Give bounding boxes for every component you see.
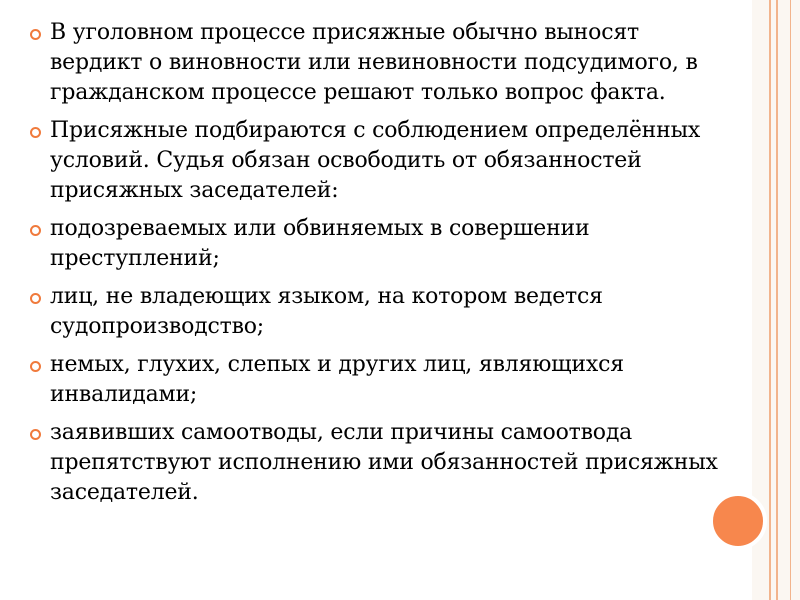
hollow-circle-icon bbox=[30, 127, 41, 138]
list-item bbox=[28, 116, 718, 206]
hollow-circle-icon bbox=[30, 429, 41, 440]
hollow-circle-icon bbox=[30, 29, 41, 40]
list-item bbox=[28, 418, 718, 508]
right-border-line bbox=[769, 0, 771, 600]
list-item bbox=[28, 214, 718, 274]
hollow-circle-icon bbox=[30, 225, 41, 236]
list-item bbox=[28, 18, 718, 108]
bullet-text: немых, глухих, слепых и других лиц, являющихся инвалидами; bbox=[50, 352, 624, 407]
list-item bbox=[28, 282, 718, 342]
bullet-text: Присяжные подбираются с соблюдением определённых условий. Судья обязан освободить от обязанностей присяжных заседателей: bbox=[50, 118, 701, 203]
bullet-list bbox=[28, 18, 718, 508]
bullet-text: заявивших самоотводы, если причины самоотвода препятствуют исполнению ими обязанностей присяжных заседателей. bbox=[50, 420, 718, 505]
bullet-text: лиц, не владеющих языком, на котором ведется судопроизводство; bbox=[50, 284, 603, 339]
right-border-line bbox=[790, 0, 791, 600]
slide-content bbox=[28, 18, 718, 516]
hollow-circle-icon bbox=[30, 361, 41, 372]
right-border-line bbox=[776, 0, 778, 600]
bullet-text: подозреваемых или обвиняемых в совершении преступлений; bbox=[50, 216, 590, 271]
list-item bbox=[28, 350, 718, 410]
bullet-text: В уголовном процессе присяжные обычно выносят вердикт о виновности или невиновности подсудимого, в гражданском процессе решают только вопрос факта. bbox=[50, 20, 698, 105]
hollow-circle-icon bbox=[30, 293, 41, 304]
